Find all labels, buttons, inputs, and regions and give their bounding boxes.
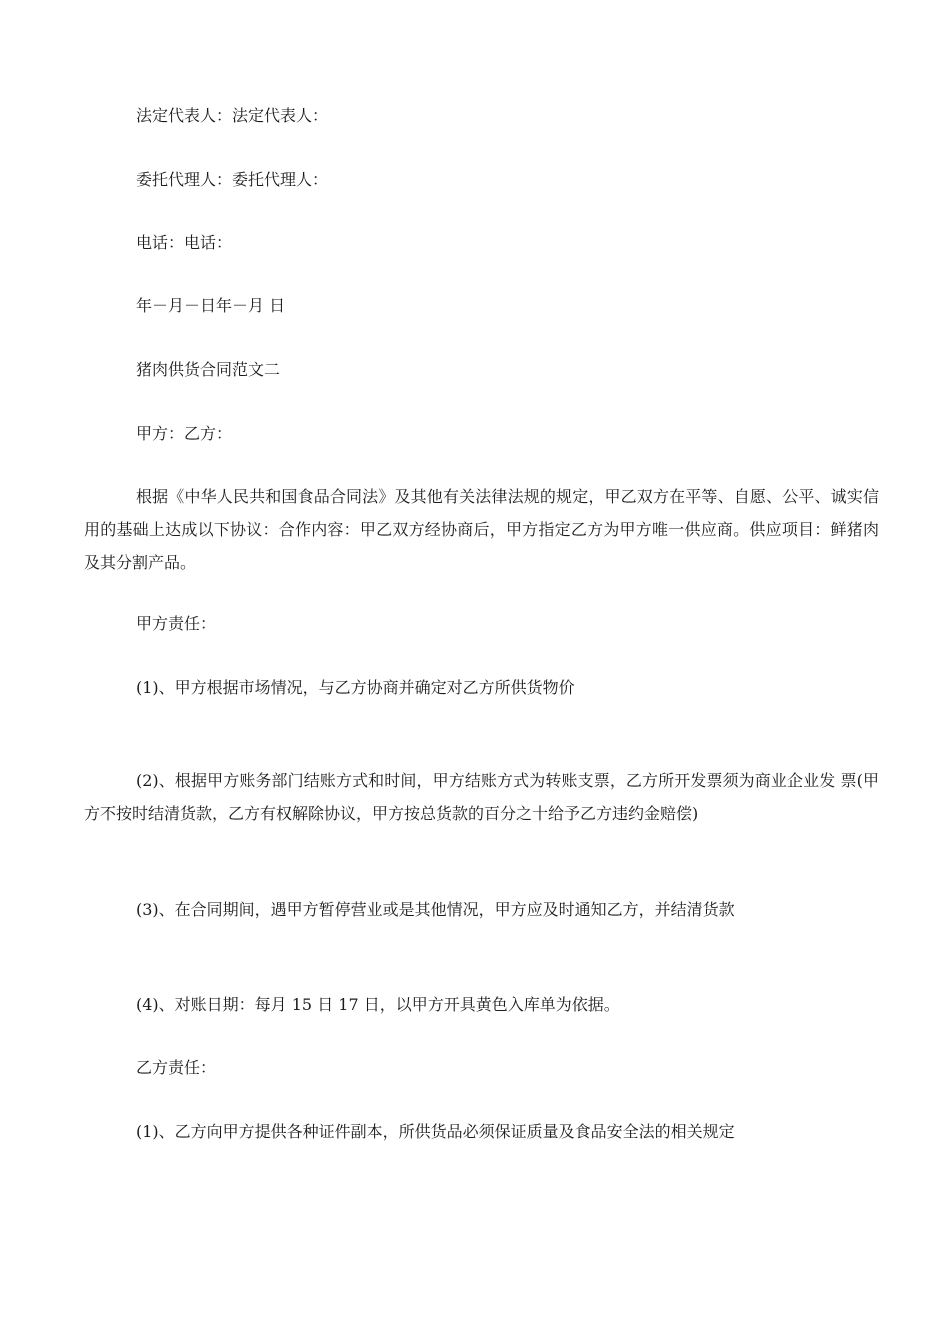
authorized-agent-line: 委托代理人：委托代理人： — [136, 170, 329, 189]
party-a-clause-3: (3)、在合同期间，遇甲方暂停营业或是其他情况，甲方应及时通知乙方，并结清货款 — [136, 900, 735, 919]
party-a-responsibility-heading: 甲方责任： — [136, 614, 217, 633]
parties-line: 甲方：乙方： — [136, 424, 233, 443]
party-a-clause-4: (4)、对账日期：每月 15 日 17 日，以甲方开具黄色入库单为依据。 — [136, 995, 620, 1014]
party-a-clause-1: (1)、甲方根据市场情况，与乙方协商并确定对乙方所供货物价 — [136, 678, 575, 697]
phone-line: 电话：电话： — [136, 233, 233, 252]
date-line: 年－月－日年－月 日 — [136, 296, 286, 315]
intro-paragraph: 根据《中华人民共和国食品合同法》及其他有关法律法规的规定，甲乙双方在平等、自愿、公平、诚实信用的基础上达成以下协议：合作内容：甲乙双方经协商后，甲方指定乙方为甲方唯一供应商。供应项目：鲜猪肉及其分割产品。 — [84, 487, 879, 572]
party-a-clause-2: (2)、根据甲方账务部门结账方式和时间，甲方结账方式为转账支票，乙方所开发票须为商业企业发 票(甲方不按时结清货款，乙方有权解除协议，甲方按总货款的百分之十给予乙方违约金赔偿) — [84, 771, 879, 823]
document-title: 猪肉供货合同范文二 — [136, 360, 281, 379]
legal-representative-line: 法定代表人：法定代表人： — [136, 106, 329, 125]
party-b-responsibility-heading: 乙方责任： — [136, 1058, 217, 1077]
party-b-clause-1: (1)、乙方向甲方提供各种证件副本，所供货品必须保证质量及食品安全法的相关规定 — [136, 1122, 735, 1141]
